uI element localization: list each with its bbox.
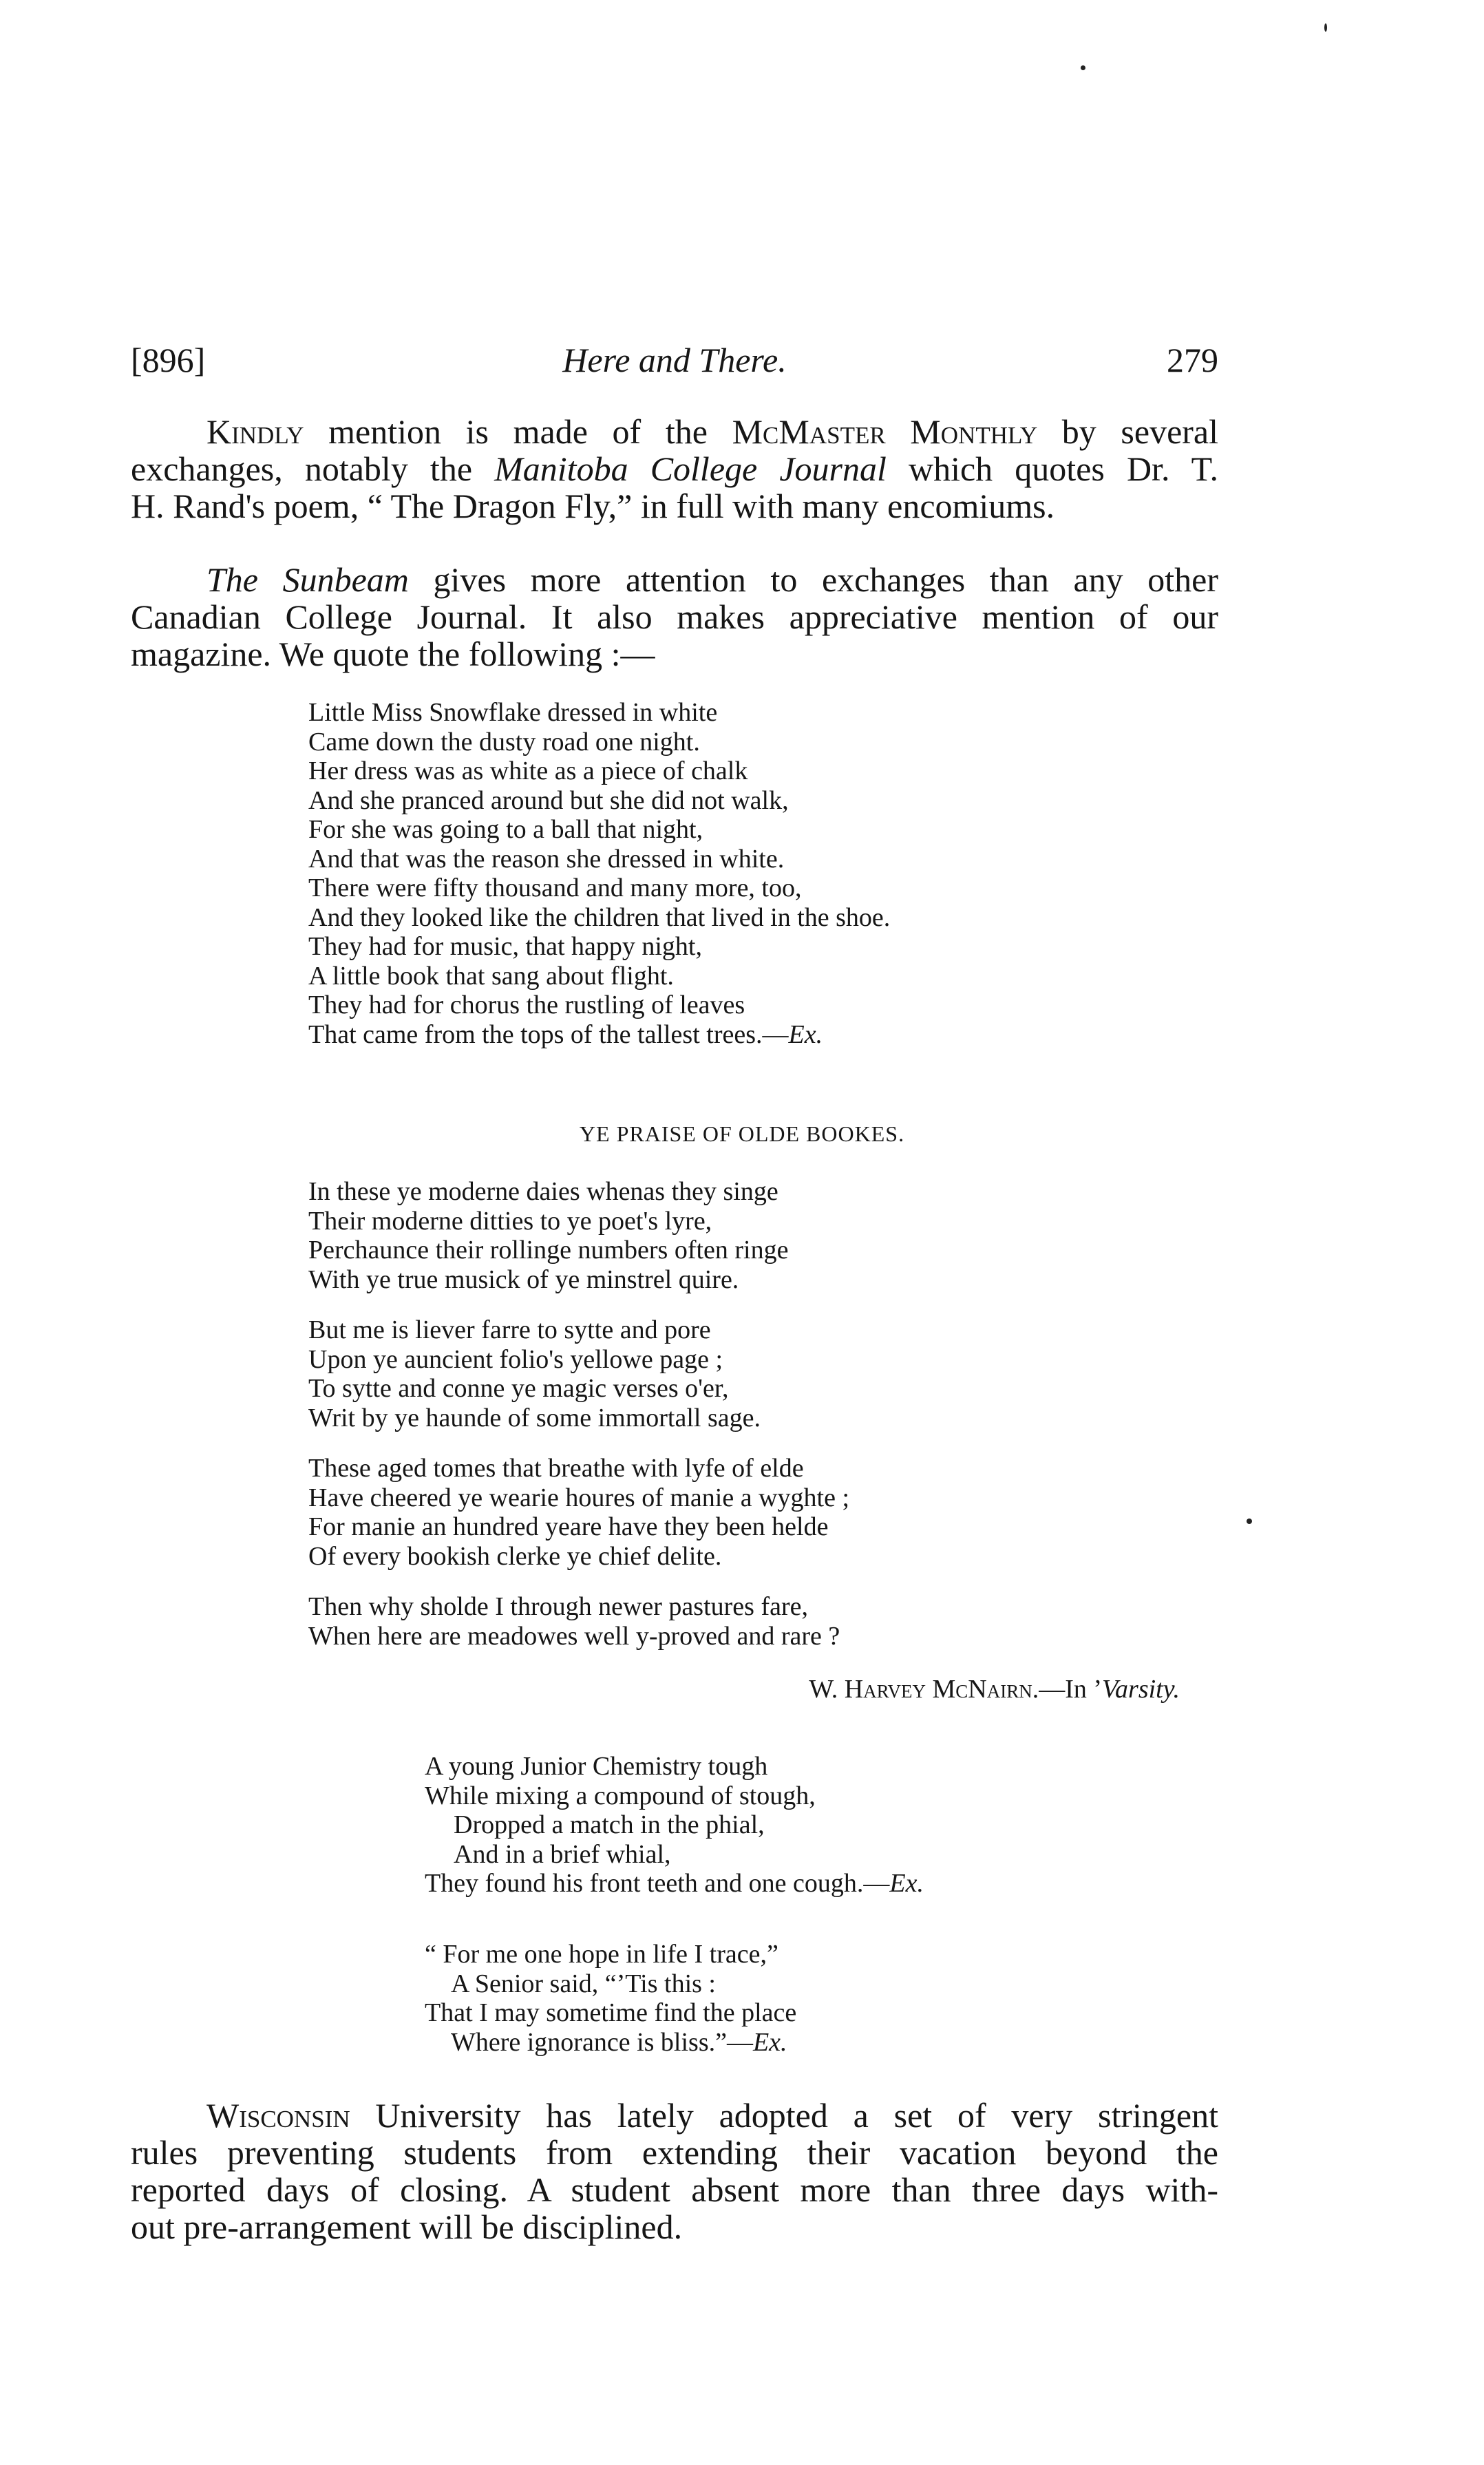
running-header (131, 336, 1218, 384)
poem-line: They had for chorus the rustling of leaves (308, 991, 745, 1019)
poem-line: And they looked like the children that lived in the shoe. (308, 902, 891, 932)
poem-stanza (308, 1454, 849, 1571)
scan-speck (1324, 23, 1327, 32)
scan-speck (1247, 1519, 1252, 1524)
poem-line: These aged tomes that breathe with lyfe of elde (308, 1454, 804, 1483)
source-credit: Ex. (752, 2027, 787, 2057)
paragraph-line (131, 561, 1218, 598)
poem-line: With ye true musick of ye minstrel quire. (308, 1265, 739, 1294)
page-number: 279 (1167, 341, 1218, 379)
poem-line: A young Junior Chemistry tough (425, 1752, 768, 1781)
poem-line: For manie an hundred yeare have they been helde (308, 1512, 829, 1541)
poem-line: Dropped a match in the phial, (454, 1810, 765, 1839)
text-run: mention is made of the (304, 412, 732, 451)
header-year: [896] (131, 341, 206, 379)
poem-line: Of every bookish clerke ye chief delite. (308, 1541, 722, 1571)
poem-line: When here are meadowes well y-proved and rare ? (308, 1621, 840, 1651)
paragraph-line (131, 2097, 1218, 2134)
lead-word: Wisconsin (206, 2096, 350, 2135)
poem-line (308, 1020, 890, 1050)
paragraph-mcmaster-monthly (131, 413, 1218, 525)
olde-bookes-poem (308, 1177, 849, 1651)
journal-name: The Sunbeam (206, 560, 409, 599)
poem-line: “ For me one hope in life I trace,” (425, 1940, 778, 1969)
snowflake-poem (308, 698, 890, 1049)
poem-line: Perchaunce their rollinge numbers often ringe (308, 1236, 789, 1265)
paragraph-line: H. Rand's poem, “ The Dragon Fly,” in full with many encomiums. (131, 487, 1055, 525)
source-credit: Ex. (788, 1019, 823, 1049)
poem-line: Their moderne ditties to ye poet's lyre, (308, 1206, 712, 1236)
poem-line: Then why sholde I through newer pastures fare, (308, 1592, 808, 1621)
poem-title: YE PRAISE OF OLDE BOOKES. (579, 1121, 905, 1146)
credit-author: W. Harvey McNairn. (809, 1675, 1039, 1704)
paragraph-line: rules preventing students from extending their vacation beyond the (131, 2133, 1218, 2172)
lead-word: Kindly (206, 412, 304, 451)
chemistry-poem (425, 1752, 924, 1898)
paragraph-line: magazine. We quote the following :— (131, 635, 655, 673)
text-run: That came from the tops of the tallest trees.— (308, 1019, 789, 1049)
paragraph-wisconsin (131, 2097, 1218, 2245)
paragraph-line: reported days of closing. A student absent more than three days with- (131, 2170, 1218, 2209)
text-run: University has lately adopted a set of very stringent (350, 2096, 1218, 2135)
poem-stanza (308, 1592, 849, 1651)
poem-line: That I may sometime find the place (425, 1998, 797, 2027)
paragraph-line (131, 413, 1218, 450)
source-credit: Ex. (889, 1869, 924, 1898)
journal-name: Manitoba College Journal (494, 449, 887, 488)
scan-speck (1081, 65, 1085, 70)
poem-line: And in a brief whial, (454, 1839, 671, 1869)
poem-line: To sytte and conne ye magic verses o'er, (308, 1374, 729, 1403)
text-run: —In ’ (1039, 1675, 1103, 1704)
poem-line: A little book that sang about flight. (308, 961, 674, 991)
poem-credit (809, 1674, 1180, 1704)
poem-line: A Senior said, “’Tis this : (451, 1969, 716, 1998)
magazine-name: McMaster Monthly (732, 412, 1038, 451)
paragraph-line: out pre-arrangement will be disciplined. (131, 2208, 683, 2246)
poem-line: Came down the dusty road one night. (308, 727, 700, 757)
poem-line: For she was going to a ball that night, (308, 815, 703, 844)
poem-line: And she pranced around but she did not walk, (308, 785, 789, 815)
text-run: which quotes Dr. T. (886, 449, 1218, 488)
text-run: Where ignorance is bliss.”— (451, 2027, 753, 2057)
paragraph-sunbeam (131, 561, 1218, 673)
poem-line: But me is liever farre to sytte and pore (308, 1315, 711, 1344)
poem-stanza (308, 1315, 849, 1432)
poem-line: Have cheered ye wearie houres of manie a wyghte ; (308, 1483, 850, 1512)
poem-line: While mixing a compound of stough, (425, 1781, 816, 1810)
poem-line: They had for music, that happy night, (308, 932, 702, 961)
text-run: exchanges, notably the (131, 449, 495, 488)
poem-line (425, 2028, 796, 2057)
poem-line: Little Miss Snowflake dressed in white (308, 698, 718, 727)
header-title: Here and There. (562, 341, 787, 379)
poem-line: Upon ye auncient folio's yellowe page ; (308, 1344, 723, 1374)
poem-line: There were fifty thousand and many more, too, (308, 874, 802, 902)
poem-line: In these ye moderne daies whenas they singe (308, 1177, 778, 1206)
poem-line: And that was the reason she dressed in white. (308, 844, 785, 874)
senior-poem (425, 1940, 796, 2057)
text-run: by several (1037, 412, 1219, 451)
text-run: They found his front teeth and one cough.— (425, 1869, 890, 1898)
poem-line (425, 1869, 924, 1898)
poem-stanza (308, 1177, 849, 1294)
paragraph-line: Canadian College Journal. It also makes appreciative mention of our (131, 597, 1218, 636)
credit-source: Varsity. (1102, 1675, 1180, 1704)
poem-line: Writ by ye haunde of some immortall sage. (308, 1403, 761, 1432)
text-run: gives more attention to exchanges than any other (408, 560, 1218, 599)
paragraph-line (131, 450, 1218, 487)
poem-line: Her dress was as white as a piece of chalk (308, 757, 748, 785)
